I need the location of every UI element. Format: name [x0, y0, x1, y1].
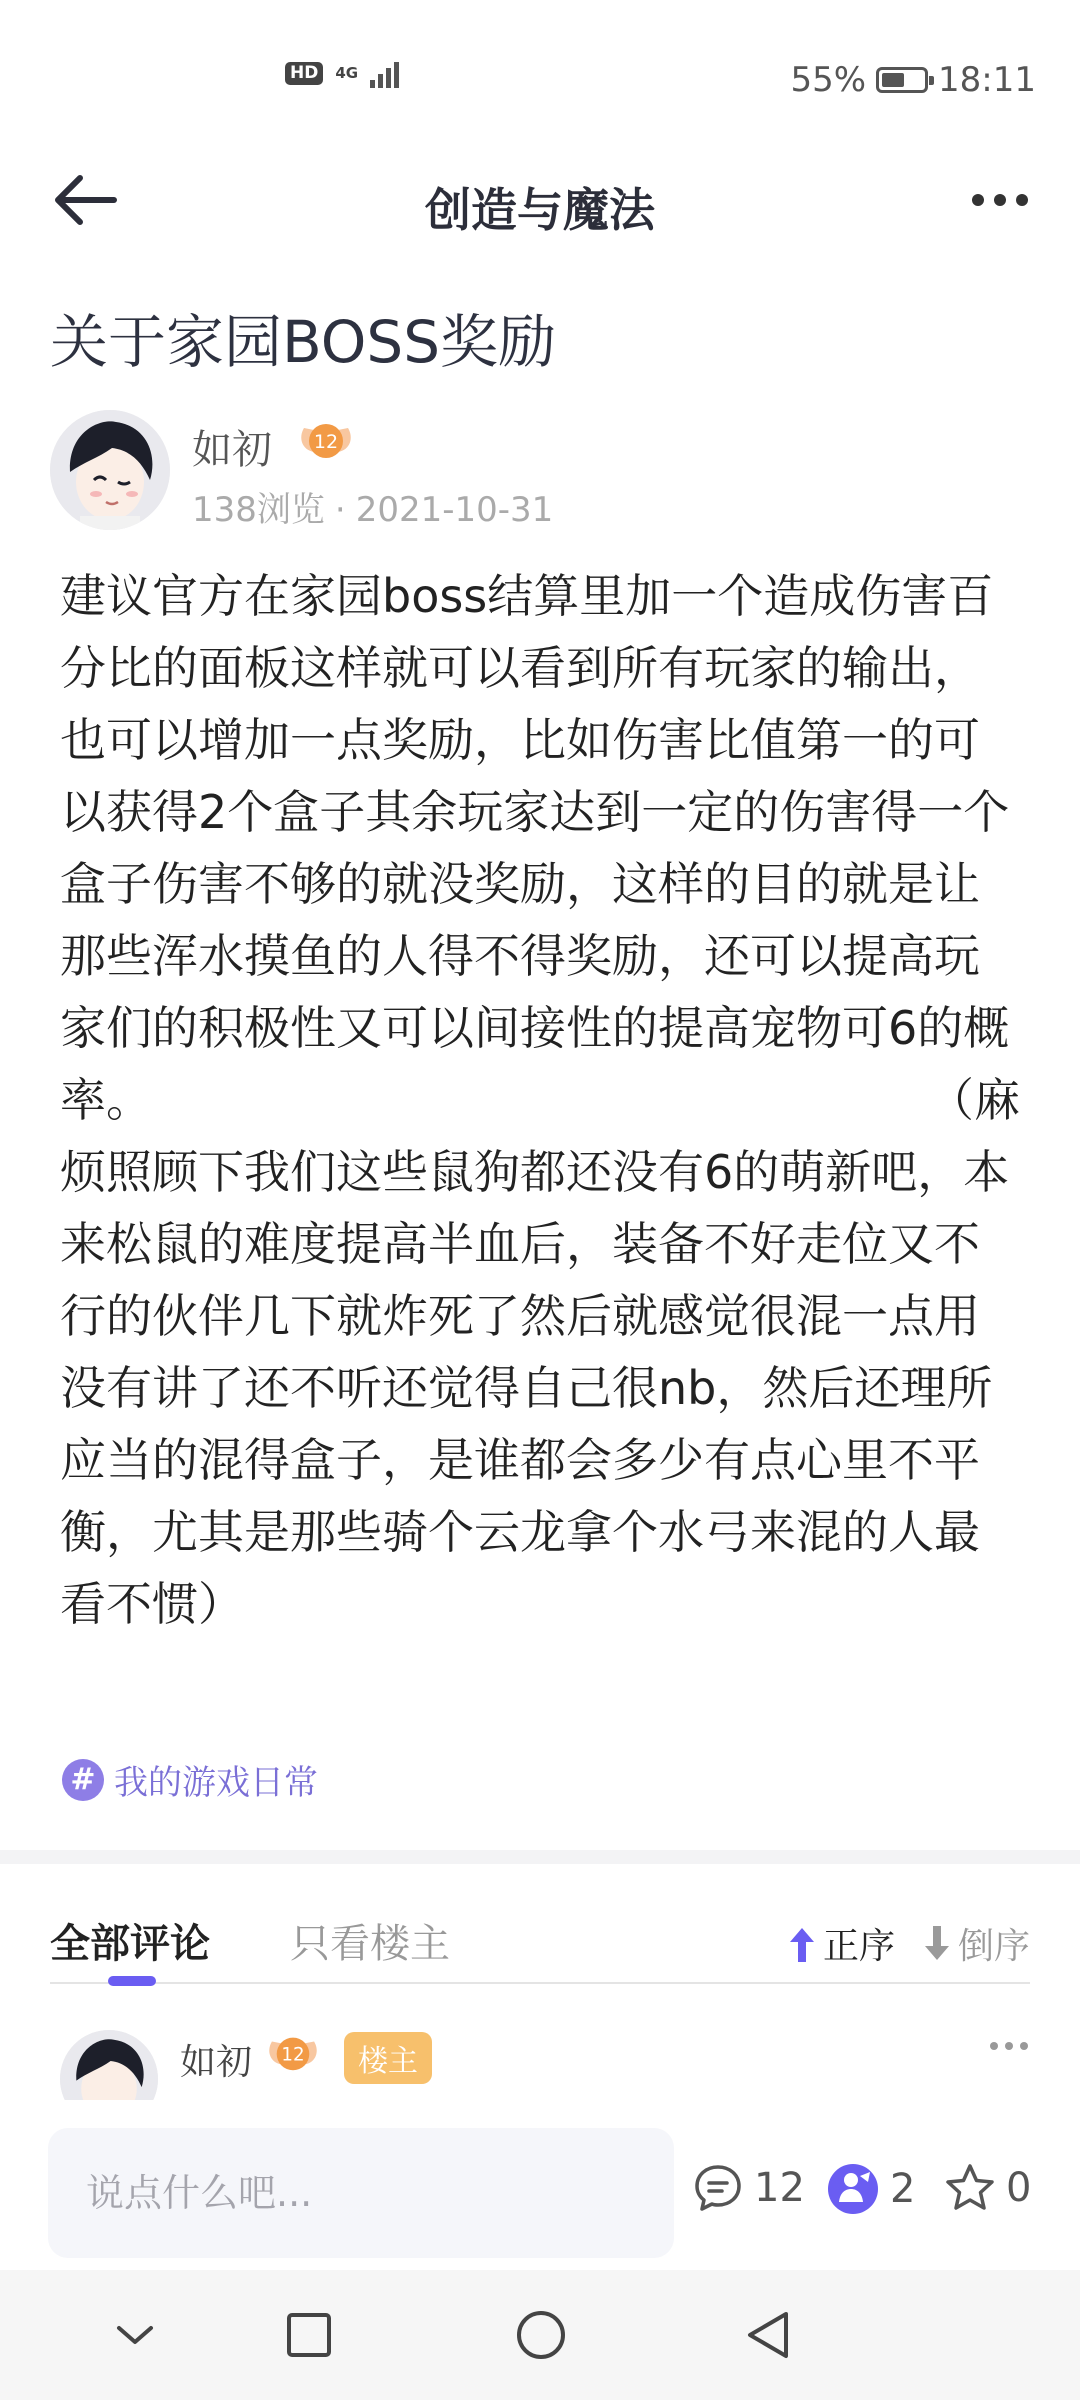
level-wings-icon	[296, 416, 356, 464]
post-title: 关于家园BOSS奖励	[50, 308, 557, 376]
like-count: 2	[890, 2166, 916, 2212]
tab-owner-only[interactable]: 只看楼主	[290, 1921, 450, 1967]
arrow-up-icon	[787, 1924, 817, 1964]
battery-icon	[876, 67, 928, 93]
level-number: 12	[313, 431, 339, 453]
tabs-baseline	[50, 1982, 1030, 1984]
comment-tabs	[50, 1912, 1030, 1982]
recents-button[interactable]	[269, 2300, 349, 2370]
tab-all-comments[interactable]: 全部评论	[50, 1921, 210, 1967]
page-title: 创造与魔法	[425, 183, 655, 237]
level-badge	[296, 416, 356, 464]
active-tab-indicator	[108, 1976, 156, 1986]
sort-descending-button[interactable]	[922, 1918, 1030, 1969]
body-line	[60, 1064, 1020, 1136]
sort-ascending-button[interactable]	[787, 1918, 895, 1969]
more-horizontal-icon	[972, 194, 984, 206]
like-button[interactable]	[826, 2162, 915, 2216]
comment-more-button[interactable]	[990, 2036, 1040, 2056]
chevron-down-icon	[113, 2320, 157, 2350]
battery-fill	[882, 73, 904, 87]
sort-descending-label: 倒序	[957, 1926, 1030, 1967]
hide-keyboard-button[interactable]	[95, 2300, 175, 2370]
level-number: 12	[281, 2044, 305, 2066]
level-badge	[264, 2030, 322, 2076]
status-right	[790, 60, 1036, 100]
square-icon	[285, 2311, 333, 2359]
arrow-down-icon	[922, 1924, 952, 1964]
comment-count: 12	[754, 2165, 805, 2211]
more-horizontal-icon	[990, 2042, 998, 2050]
level-wings-icon	[264, 2030, 322, 2076]
signal-bars-icon	[370, 58, 399, 88]
home-button[interactable]	[501, 2300, 581, 2370]
owner-badge: 楼主	[344, 2032, 432, 2084]
star-count: 0	[1006, 2165, 1032, 2211]
sort-ascending-label: 正序	[822, 1926, 895, 1967]
hashtag-icon: #	[62, 1759, 104, 1801]
system-navigation-bar	[0, 2270, 1080, 2400]
more-button[interactable]	[960, 178, 1040, 222]
circle-icon	[514, 2308, 568, 2362]
battery-percent: 55%	[790, 60, 867, 100]
comment-action-bar	[0, 2100, 1080, 2260]
body-line-left: 率。	[60, 1073, 152, 1127]
comment-author-name[interactable]: 如初	[180, 2042, 253, 2083]
favorite-button[interactable]	[944, 2162, 1031, 2214]
section-divider	[0, 1850, 1080, 1864]
body-paragraph: 烦照顾下我们这些鼠狗都还没有6的萌新吧，本来松鼠的难度提高半血后，装备不好走位又不行的伙伴几下就炸死了然后就感觉很混一点用没有讲了还不听还觉得自己很nb，然后还理所应当的混得盒子，是谁都会多少有点心里不平衡，尤其是那些骑个云龙拿个水弓来混的人最看不惯）	[60, 1145, 1010, 1631]
view-count: 138浏览	[192, 490, 325, 530]
author-avatar[interactable]	[50, 410, 170, 530]
like-icon	[826, 2162, 880, 2216]
comment-input[interactable]	[48, 2128, 674, 2258]
post-body	[60, 560, 1020, 1640]
network-type: 4G	[335, 63, 359, 82]
body-line-right: （麻	[928, 1073, 1020, 1127]
triangle-back-icon	[742, 2308, 792, 2362]
topic-tag[interactable]	[62, 1755, 318, 1804]
comment-count-button[interactable]	[692, 2162, 805, 2214]
hd-icon: HD	[285, 62, 323, 85]
signal-indicators	[285, 58, 399, 88]
clock: 18:11	[938, 60, 1036, 100]
meta-separator: ·	[334, 490, 346, 530]
status-bar	[0, 0, 1080, 160]
post-meta	[192, 482, 553, 531]
author-name[interactable]: 如初	[192, 427, 272, 473]
top-nav-bar	[0, 150, 1080, 250]
post-date: 2021-10-31	[355, 490, 554, 530]
comment-bubble-icon	[692, 2162, 744, 2214]
body-paragraph: 建议官方在家园boss结算里加一个造成伤害百分比的面板这样就可以看到所有玩家的输出，也可以增加一点奖励，比如伤害比值第一的可以获得2个盒子其余玩家达到一定的伤害得一个盒子伤害不够的就没奖励，这样的目的就是让那些浑水摸鱼的人得不得奖励，还可以提高玩家们的积极性又可以间接性的提高宠物可6的概	[60, 569, 1010, 1055]
avatar-illustration	[50, 410, 170, 530]
topic-tag-label: 我的游戏日常	[114, 1763, 318, 1803]
star-icon	[944, 2162, 996, 2214]
back-system-button[interactable]	[727, 2300, 807, 2370]
